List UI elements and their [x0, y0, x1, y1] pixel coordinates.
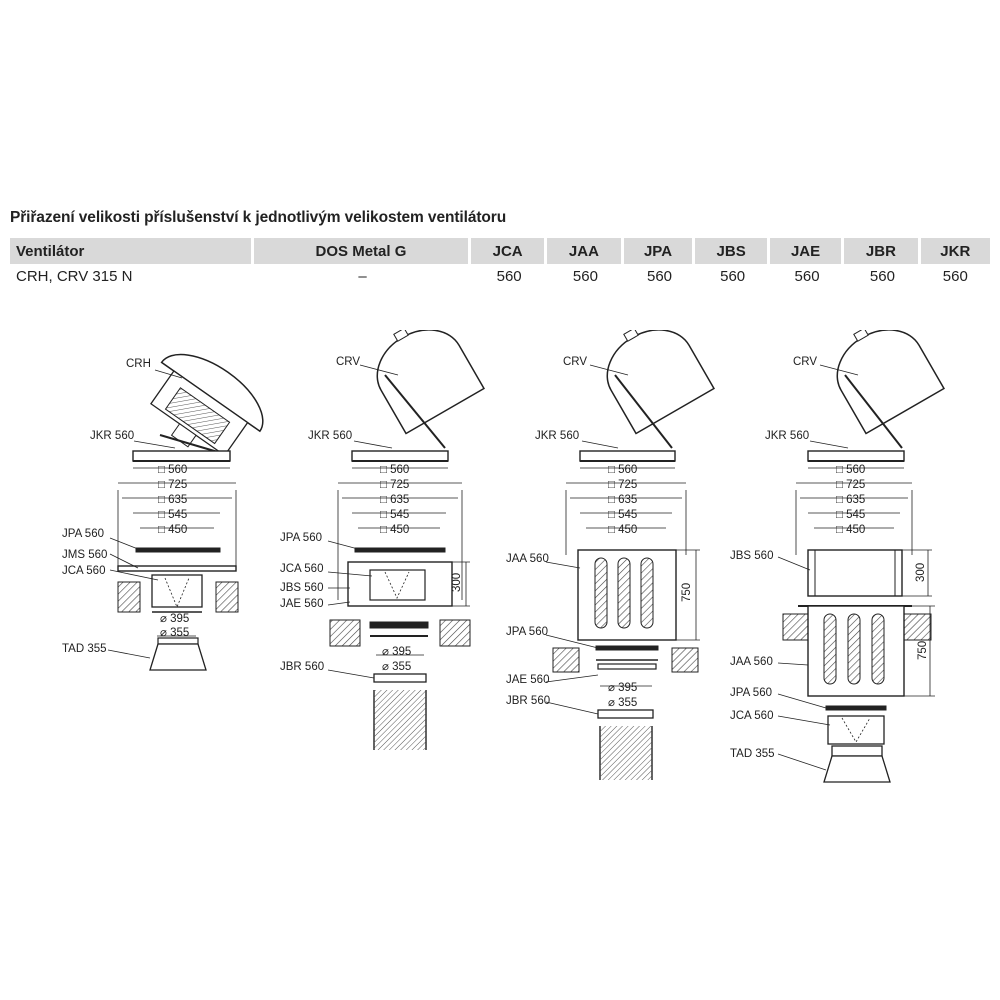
dim-height-750: 750 — [681, 582, 693, 602]
dim-560: □ 560 — [608, 464, 638, 476]
column-header: JKR — [921, 238, 990, 264]
column-header: DOS Metal G — [254, 238, 471, 264]
dim-545: □ 545 — [836, 509, 866, 521]
column-header: JBR — [844, 238, 920, 264]
diagram-crv-jbs — [328, 330, 484, 750]
dim-450: □ 450 — [608, 524, 638, 536]
column-header: JAA — [547, 238, 623, 264]
label-jbs: JBS 560 — [280, 582, 324, 594]
label-jca: JCA 560 — [62, 565, 106, 577]
dim-635: □ 635 — [380, 494, 410, 506]
diagram-crv-jbs-jaa — [778, 330, 944, 782]
dim-height-300: 300 — [915, 562, 927, 582]
dim-450: □ 450 — [158, 524, 188, 536]
dim-545: □ 545 — [158, 509, 188, 521]
column-header: JBS — [695, 238, 769, 264]
table-cell: – — [358, 267, 367, 285]
dim-545: □ 545 — [380, 509, 410, 521]
label-fan: CRH — [126, 358, 151, 370]
table-cell: CRH, CRV 315 N — [16, 267, 133, 285]
fan-crv-drawing — [590, 330, 714, 433]
label-tad: TAD 355 — [730, 748, 775, 760]
dim-560: □ 560 — [380, 464, 410, 476]
diagram-crv-jaa — [546, 330, 714, 780]
label-jkr: JKR 560 — [308, 430, 353, 442]
label-fan: CRV — [793, 356, 818, 368]
label-tad: TAD 355 — [62, 643, 107, 655]
dim-635: □ 635 — [836, 494, 866, 506]
dim-725: □ 725 — [836, 479, 866, 491]
label-jaa: JAA 560 — [730, 656, 773, 668]
table-header-row — [10, 238, 990, 264]
label-jpa: JPA 560 — [730, 687, 772, 699]
dim-560: □ 560 — [158, 464, 188, 476]
dim-725: □ 725 — [158, 479, 188, 491]
dim-725: □ 725 — [380, 479, 410, 491]
fan-crv-drawing — [360, 330, 484, 433]
fan-crv-drawing — [820, 330, 944, 433]
dim-545: □ 545 — [608, 509, 638, 521]
dim-d395: ⌀ 395 — [382, 646, 412, 658]
label-jbr: JBR 560 — [280, 661, 325, 673]
label-jaa: JAA 560 — [506, 553, 549, 565]
label-jbs: JBS 560 — [730, 550, 774, 562]
table-cell: 560 — [647, 267, 673, 285]
column-header: JCA — [471, 238, 547, 264]
label-jkr: JKR 560 — [90, 430, 135, 442]
dim-d355: ⌀ 355 — [160, 627, 190, 639]
label-jpa: JPA 560 — [62, 528, 104, 540]
dim-560: □ 560 — [836, 464, 866, 476]
dim-d355: ⌀ 355 — [608, 697, 638, 709]
diagram-crh — [108, 338, 277, 670]
label-jca: JCA 560 — [730, 710, 774, 722]
dim-height-300: 300 — [451, 572, 463, 592]
table-cell: 560 — [794, 267, 820, 285]
column-header: JAE — [770, 238, 844, 264]
dim-d395: ⌀ 395 — [160, 613, 190, 625]
dim-d355: ⌀ 355 — [382, 661, 412, 673]
table-cell: 560 — [869, 267, 895, 285]
label-jkr: JKR 560 — [535, 430, 580, 442]
label-jae: JAE 560 — [280, 598, 324, 610]
dim-635: □ 635 — [608, 494, 638, 506]
label-fan: CRV — [336, 356, 361, 368]
label-jkr: JKR 560 — [765, 430, 810, 442]
page-title: Přiřazení velikosti příslušenství k jednotlivým velikostem ventilátoru — [10, 209, 507, 226]
label-jpa: JPA 560 — [280, 532, 322, 544]
dim-725: □ 725 — [608, 479, 638, 491]
dim-height-750: 750 — [917, 640, 929, 660]
label-jpa: JPA 560 — [506, 626, 548, 638]
table-cell: 560 — [720, 267, 746, 285]
label-jae: JAE 560 — [506, 674, 550, 686]
dim-d395: ⌀ 395 — [608, 682, 638, 694]
dim-450: □ 450 — [836, 524, 866, 536]
label-jca: JCA 560 — [280, 563, 324, 575]
dim-450: □ 450 — [380, 524, 410, 536]
table-row — [10, 264, 990, 288]
accessory-size-table — [10, 238, 990, 288]
label-jms: JMS 560 — [62, 549, 108, 561]
dim-635: □ 635 — [158, 494, 188, 506]
column-header: JPA — [624, 238, 696, 264]
table-cell: 560 — [496, 267, 522, 285]
label-fan: CRV — [563, 356, 588, 368]
label-jbr: JBR 560 — [506, 695, 551, 707]
table-cell: 560 — [942, 267, 968, 285]
column-header: Ventilátor — [10, 238, 254, 264]
table-cell: 560 — [572, 267, 598, 285]
assembly-drawings — [0, 330, 1000, 810]
